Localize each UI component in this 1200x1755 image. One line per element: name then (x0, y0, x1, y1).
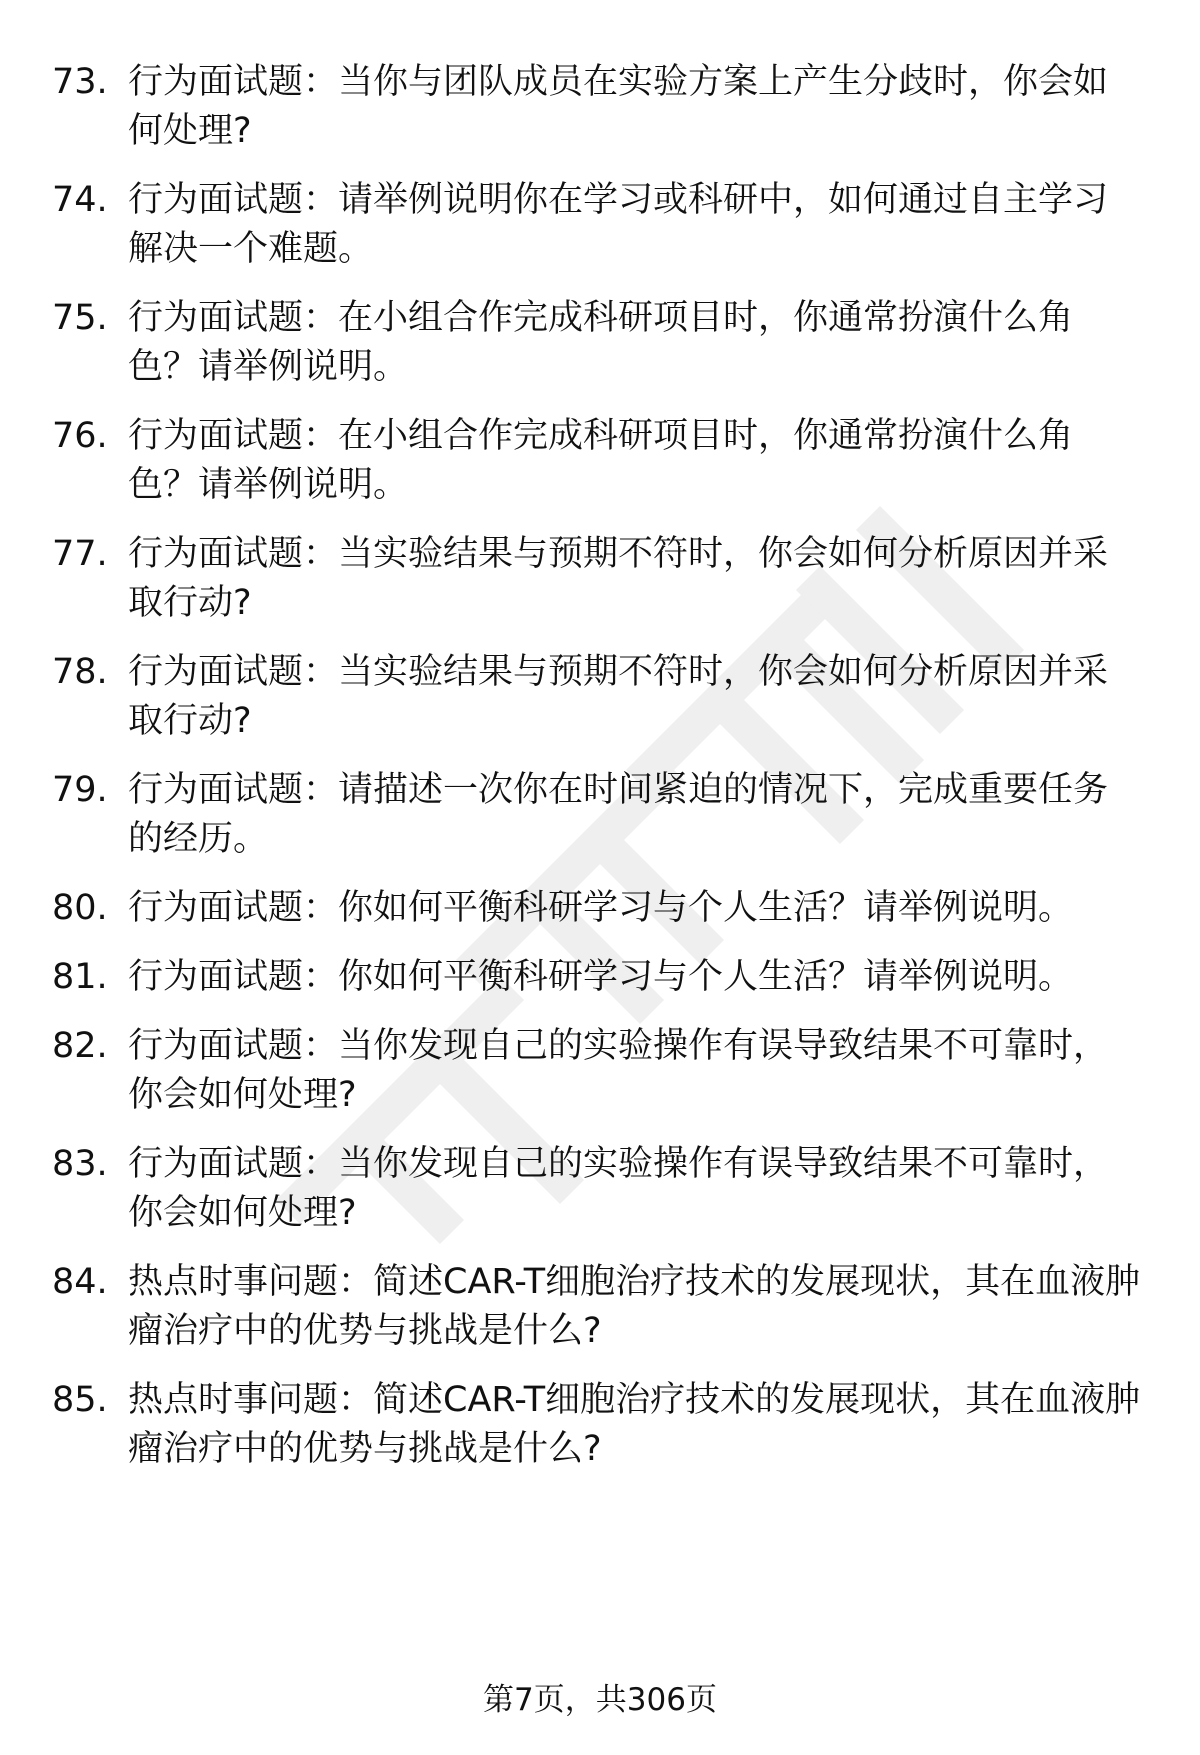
question-number: 79. (52, 770, 108, 810)
question-text: 行为面试题：在小组合作完成科研项目时，你通常扮演什么角色？请举例说明。 (128, 298, 1074, 387)
question-item (52, 1022, 1142, 1120)
question-text: 行为面试题：当你发现自己的实验操作有误导致结果不可靠时，你会如何处理? (128, 1144, 1109, 1233)
question-item (52, 1140, 1142, 1238)
question-number: 75. (52, 298, 108, 338)
question-item (52, 1258, 1142, 1356)
question-text: 热点时事问题：简述CAR-T细胞治疗技术的发展现状，其在血液肿瘤治疗中的优势与挑战是什么? (128, 1262, 1141, 1351)
question-item (52, 648, 1142, 746)
question-number: 81. (52, 957, 108, 997)
question-item (52, 766, 1142, 864)
question-number: 77. (52, 534, 108, 574)
question-number: 80. (52, 888, 108, 928)
question-item (52, 530, 1142, 628)
question-number: 73. (52, 62, 108, 102)
page-footer: 第7页，共306页 (483, 1682, 717, 1718)
question-list (52, 58, 1142, 1494)
question-number: 76. (52, 416, 108, 456)
question-text: 行为面试题：在小组合作完成科研项目时，你通常扮演什么角色？请举例说明。 (128, 416, 1074, 505)
question-number: 85. (52, 1380, 108, 1420)
question-item (52, 294, 1142, 392)
question-item (52, 176, 1142, 274)
question-text: 行为面试题：当你发现自己的实验操作有误导致结果不可靠时，你会如何处理? (128, 1026, 1109, 1115)
question-text: 行为面试题：当实验结果与预期不符时，你会如何分析原因并采取行动? (128, 534, 1109, 623)
question-text: 行为面试题：请描述一次你在时间紧迫的情况下，完成重要任务的经历。 (128, 770, 1109, 859)
question-number: 78. (52, 652, 108, 692)
question-item (52, 412, 1142, 510)
question-item (52, 953, 1142, 1002)
question-text: 行为面试题：你如何平衡科研学习与个人生活？请举例说明。 (128, 957, 1074, 997)
question-text: 行为面试题：你如何平衡科研学习与个人生活？请举例说明。 (128, 888, 1074, 928)
question-number: 83. (52, 1144, 108, 1184)
question-text: 热点时事问题：简述CAR-T细胞治疗技术的发展现状，其在血液肿瘤治疗中的优势与挑战是什么? (128, 1380, 1141, 1469)
question-number: 82. (52, 1026, 108, 1066)
question-number: 84. (52, 1262, 108, 1302)
question-item (52, 58, 1142, 156)
question-text: 行为面试题：当实验结果与预期不符时，你会如何分析原因并采取行动? (128, 652, 1109, 741)
question-item (52, 884, 1142, 933)
question-number: 74. (52, 180, 108, 220)
question-text: 行为面试题：请举例说明你在学习或科研中，如何通过自主学习解决一个难题。 (128, 180, 1109, 269)
question-item (52, 1376, 1142, 1474)
question-text: 行为面试题：当你与团队成员在实验方案上产生分歧时，你会如何处理? (128, 62, 1109, 151)
